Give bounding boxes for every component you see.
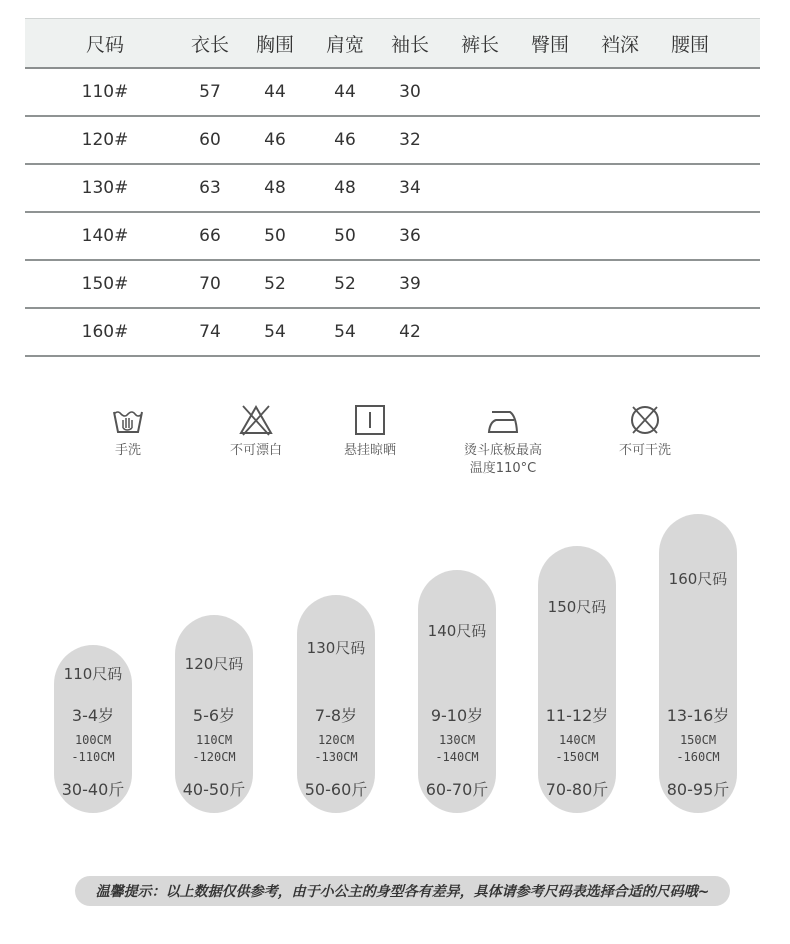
table-cell: 63 [199, 178, 221, 198]
care-label: 烫斗底板最高 温度110°C [463, 443, 542, 476]
pill-size: 130尺码 [306, 639, 366, 657]
pill-weight: 60-70斤 [425, 780, 489, 799]
table-cell: 42 [399, 322, 421, 342]
size-pill-160 [659, 514, 737, 813]
size-pill-130 [297, 595, 375, 813]
size-pill-150 [538, 546, 616, 813]
pill-age: 3-4岁 [71, 706, 115, 725]
header-size: 尺码 [85, 33, 124, 56]
pill-height-range: -110CM [71, 750, 115, 764]
table-row [25, 213, 760, 261]
table-cell: 44 [334, 82, 356, 102]
header-chest: 胸围 [255, 33, 294, 56]
table-cell: 52 [264, 274, 286, 294]
table-cell: 66 [199, 226, 221, 246]
size-tip-note: 温馨提示：以上数据仅供参考，由于小公主的身型各有差异，具体请参考尺码表选择合适的尺码哦~ [75, 876, 730, 906]
table-row [25, 309, 760, 357]
header-waist: 腰围 [670, 33, 709, 56]
pill-size: 160尺码 [668, 570, 728, 588]
pill-weight: 40-50斤 [182, 780, 246, 799]
header-sleeve: 袖长 [390, 33, 429, 56]
pill-height: 120CM [317, 733, 355, 747]
care-item-hand-wash [68, 404, 188, 460]
table-cell: 30 [399, 82, 421, 102]
header-pants-length: 裤长 [460, 33, 499, 56]
table-cell: 48 [334, 178, 356, 198]
table-cell: 48 [264, 178, 286, 198]
table-cell: 36 [399, 226, 421, 246]
table-cell: 60 [199, 130, 221, 150]
pill-weight: 80-95斤 [666, 780, 730, 799]
pill-height-range: -160CM [676, 750, 720, 764]
iron-icon [486, 404, 520, 436]
table-cell: 140# [81, 226, 129, 246]
size-pill-120 [175, 615, 253, 813]
care-item-no-bleach [196, 404, 316, 460]
table-cell: 54 [264, 322, 286, 342]
no-dry-clean-icon [628, 404, 662, 436]
table-cell: 39 [399, 274, 421, 294]
header-shoulder: 肩宽 [325, 33, 364, 56]
table-row [25, 69, 760, 117]
table-cell: 34 [399, 178, 421, 198]
table-cell: 120# [81, 130, 129, 150]
pill-height-range: -130CM [314, 750, 358, 764]
care-item-no-dry-clean [585, 404, 705, 460]
table-cell: 110# [81, 82, 129, 102]
pill-weight: 50-60斤 [304, 780, 368, 799]
pill-size: 150尺码 [547, 598, 607, 616]
header-length: 衣长 [190, 33, 229, 56]
pill-age: 9-10岁 [430, 706, 484, 725]
pill-height: 100CM [74, 733, 112, 747]
care-label: 不可干洗 [618, 443, 671, 458]
hang-dry-icon [353, 404, 387, 436]
header-hip: 臀围 [530, 33, 569, 56]
pill-age: 11-12岁 [545, 706, 609, 725]
care-label: 悬挂晾晒 [343, 443, 396, 458]
size-pill-110 [54, 645, 132, 813]
pill-size: 110尺码 [63, 665, 123, 683]
table-header [25, 18, 760, 69]
pill-weight: 70-80斤 [545, 780, 609, 799]
care-label: 手洗 [114, 443, 141, 458]
pill-height: 140CM [558, 733, 596, 747]
table-cell: 160# [81, 322, 129, 342]
table-cell: 52 [334, 274, 356, 294]
table-cell: 46 [334, 130, 356, 150]
care-item-iron [443, 404, 563, 478]
table-cell: 50 [264, 226, 286, 246]
table-cell: 50 [334, 226, 356, 246]
pill-size: 120尺码 [184, 655, 244, 673]
header-crotch: 裆深 [600, 33, 639, 56]
table-cell: 150# [81, 274, 129, 294]
pill-age: 13-16岁 [666, 706, 730, 725]
table-cell: 46 [264, 130, 286, 150]
table-row [25, 165, 760, 213]
no-bleach-icon [239, 404, 273, 436]
size-chart-table [25, 18, 760, 357]
care-label: 不可漂白 [229, 443, 282, 458]
table-row [25, 261, 760, 309]
table-cell: 44 [264, 82, 286, 102]
table-cell: 70 [199, 274, 221, 294]
size-pill-140 [418, 570, 496, 813]
pill-height: 130CM [438, 733, 476, 747]
care-item-hang-dry [310, 404, 430, 460]
table-cell: 32 [399, 130, 421, 150]
pill-height: 110CM [195, 733, 233, 747]
pill-height-range: -140CM [435, 750, 479, 764]
table-cell: 74 [199, 322, 221, 342]
table-cell: 130# [81, 178, 129, 198]
table-cell: 54 [334, 322, 356, 342]
pill-age: 7-8岁 [314, 706, 358, 725]
hand-wash-icon [111, 404, 145, 436]
pill-height-range: -120CM [192, 750, 236, 764]
pill-height-range: -150CM [555, 750, 599, 764]
pill-age: 5-6岁 [192, 706, 236, 725]
pill-height: 150CM [679, 733, 717, 747]
table-cell: 57 [199, 82, 221, 102]
pill-weight: 30-40斤 [61, 780, 125, 799]
pill-size: 140尺码 [427, 622, 487, 640]
table-row [25, 117, 760, 165]
